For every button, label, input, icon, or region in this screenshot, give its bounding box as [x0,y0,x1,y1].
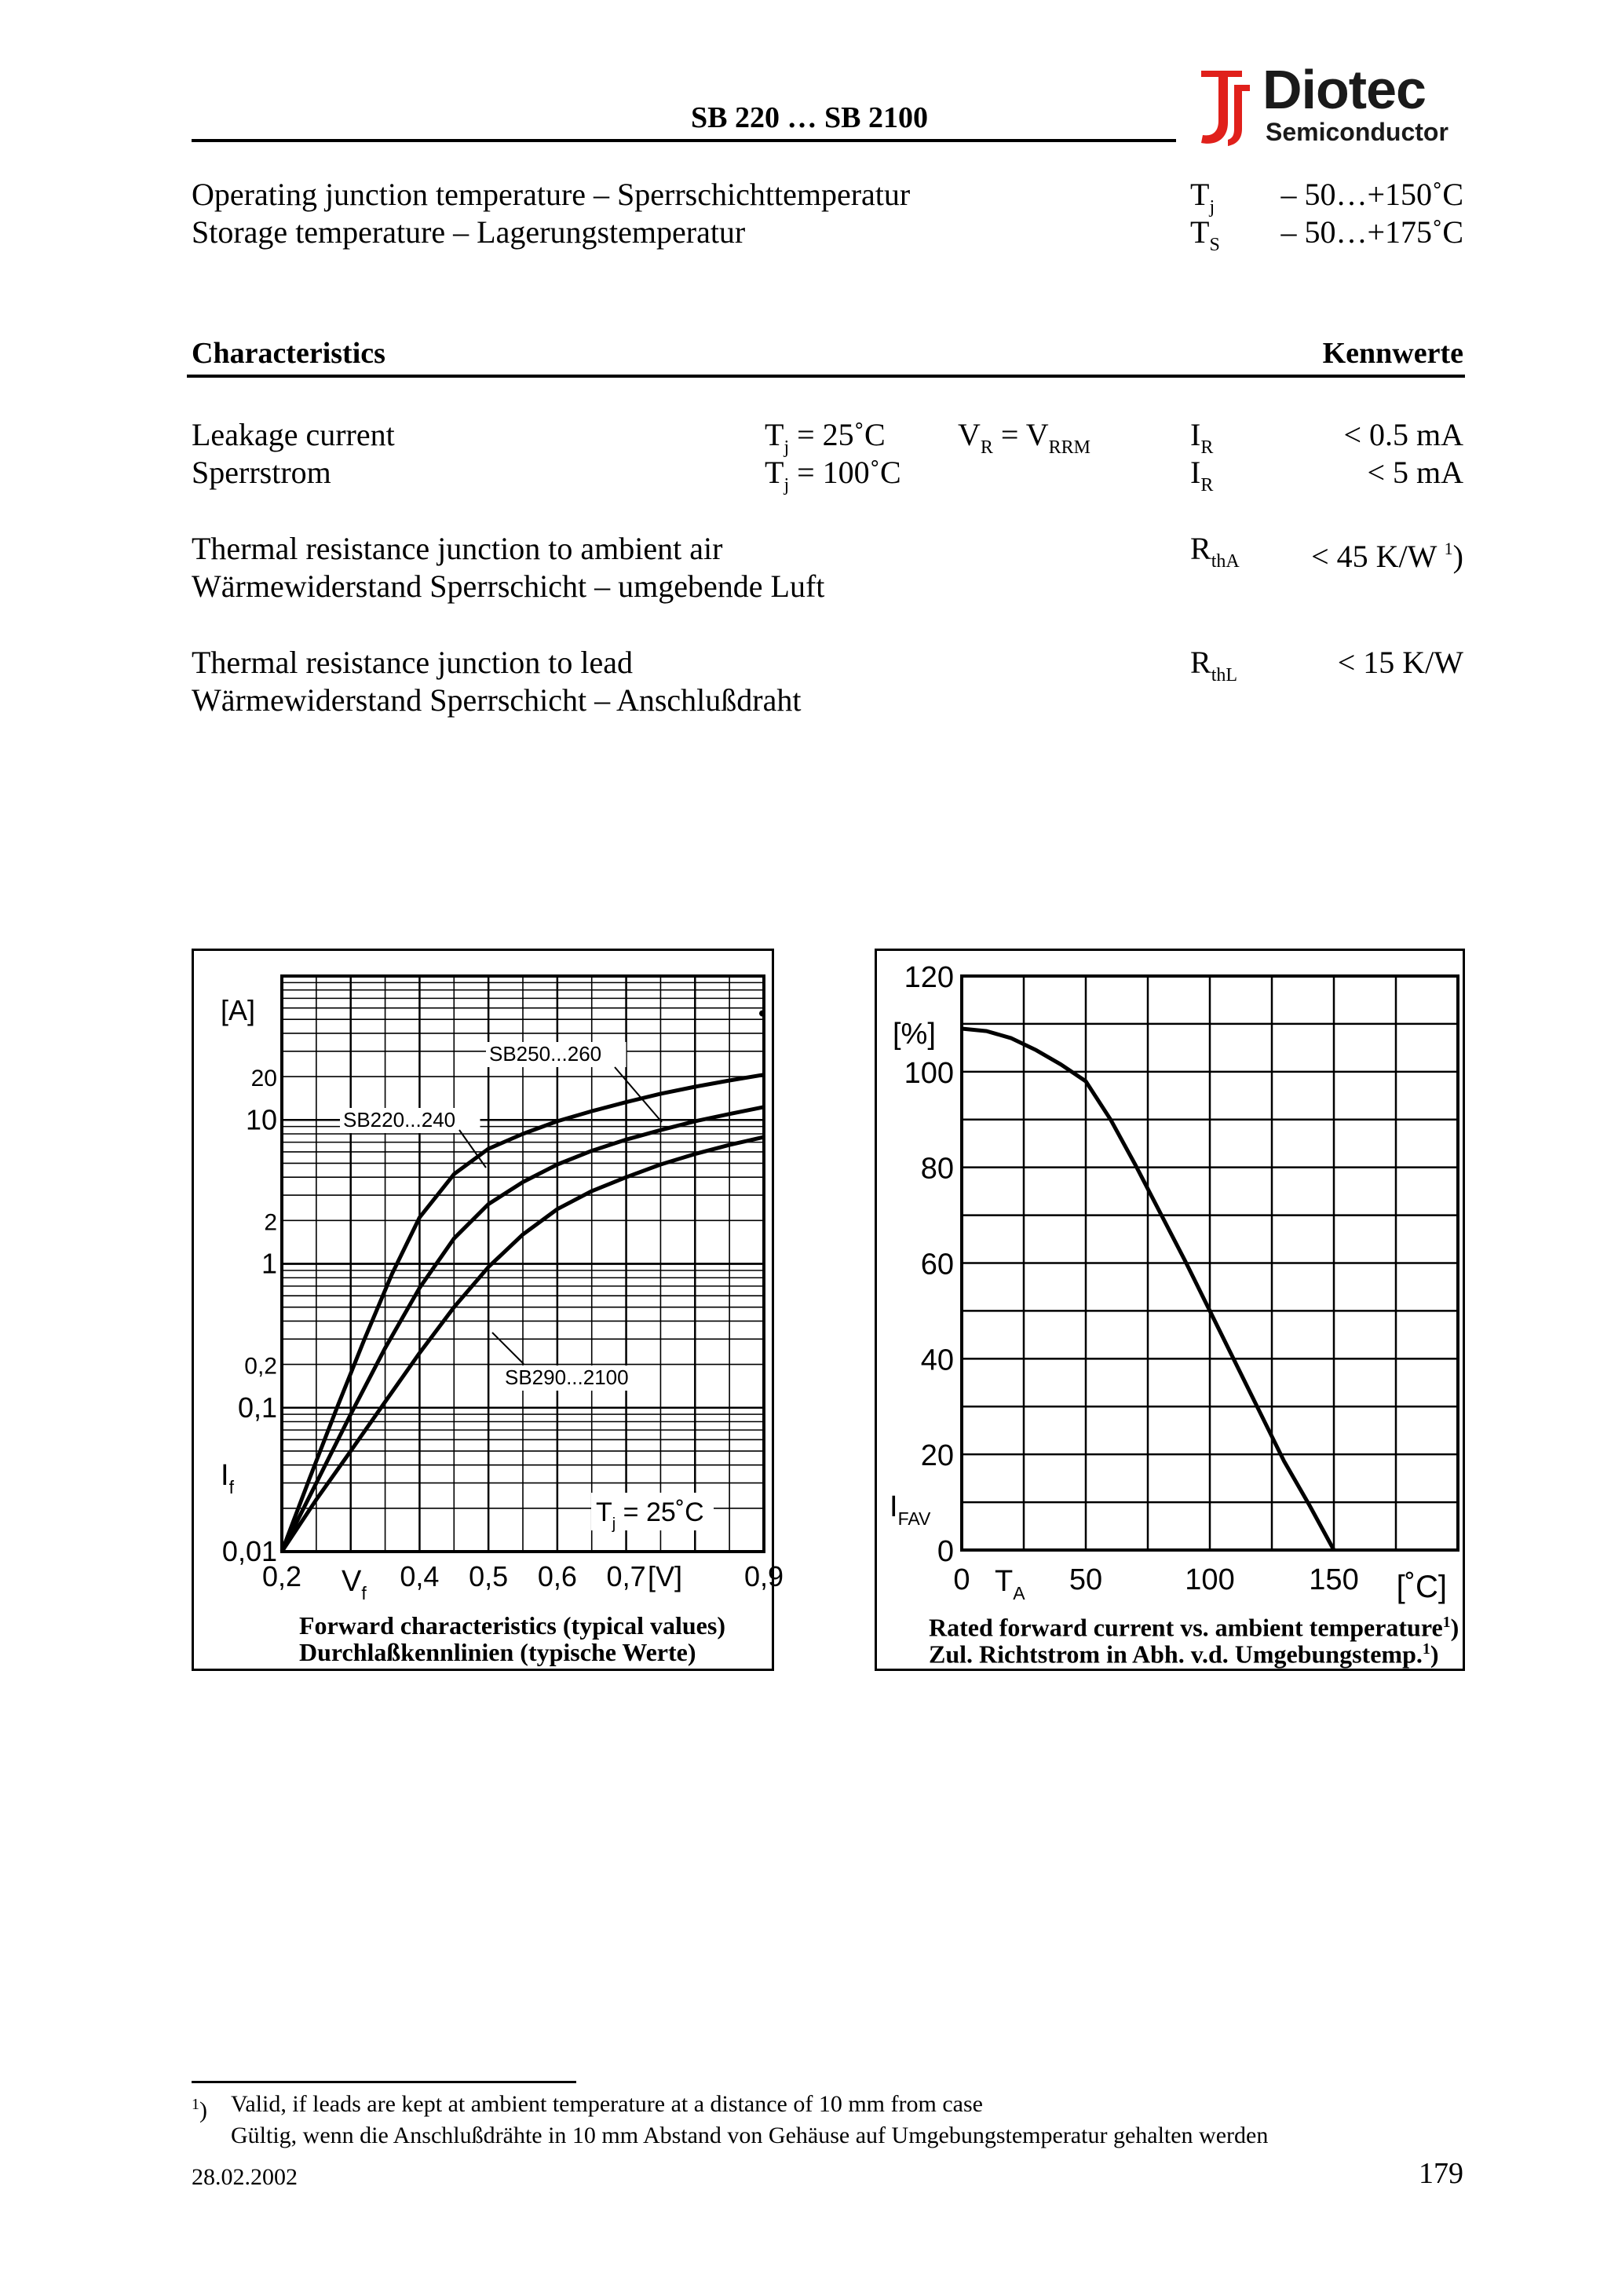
x-tick-label: 0,6 [537,1560,577,1592]
x-tick-label: 0,4 [400,1560,440,1592]
x-tick-label: 150 [1309,1563,1359,1596]
temp-symbol: $T_j$ [1190,177,1215,218]
footnote-line-de: Gültig, wenn die Anschlußdrähte in 10 mm Abstand von Gehäuse auf Umgebungstemperatur gehalten werden [231,2122,1269,2148]
rthl-block [192,644,1463,722]
y-tick-label: 120 [904,961,954,994]
x-tick-label: 0,5 [469,1560,509,1592]
x-unit-label: [˚C] [1396,1570,1447,1604]
forward-caption-de: Durchlaßkennlinien (typische Werte) [299,1638,696,1666]
temp-row-storage [192,214,1463,255]
rtha-symbol: $R_{thA}$ [1190,531,1240,572]
leakage-symbol-1: $I_R$ [1190,417,1214,458]
temp-row-operating [192,176,1463,218]
forward-chart-frame [192,949,784,1671]
rtha-block [192,530,1463,609]
footnote-mark: $^1$) [192,2096,207,2123]
leakage-value-1: < 0.5 mA [1343,417,1463,452]
y-tick-label: 10 [245,1103,277,1136]
diotec-logo [1193,61,1468,149]
derating-caption-de: Zul. Richtstrom in Abh. v.d. Umgebungstemp.$^1$) [929,1640,1439,1669]
series-label-sb220: SB220...240 [343,1108,456,1132]
logo-main: Diotec [1262,59,1426,120]
y-tick-label: 0,1 [237,1391,277,1424]
leakage-symbol-2: $I_R$ [1190,455,1214,495]
diotec-logo-icon [1193,61,1258,149]
rthl-symbol: $R_{thL}$ [1190,645,1238,686]
section-title-en: Characteristics [192,337,385,370]
x-tick-label: 0,7 [606,1560,646,1592]
x-unit-label: [V] [647,1560,683,1592]
y-axis-label: $I_f$ [221,1459,234,1497]
y-unit-label: [A] [221,994,256,1026]
leader-line [492,1333,524,1364]
y-tick-label: 60 [920,1248,954,1281]
derating-chart-frame [875,949,1465,1671]
y-tick-label: 0,2 [244,1353,277,1380]
x-tick-label: 50 [1069,1563,1103,1596]
page-number: 179 [1419,2157,1463,2190]
leakage-label-en: Leakage current [192,417,395,452]
leakage-cond-100: $T_j$ = 100˚C [765,455,901,495]
y-tick-label: 1 [261,1247,277,1280]
y-tick-label: 0,01 [221,1535,277,1567]
x-axis-label: $V_f$ [342,1565,367,1603]
temp-label: Storage temperature – Lagerungstemperatur [192,214,746,250]
x-tick-label: 0,9 [743,1560,784,1592]
temp-value: – 50…+175˚C [1280,214,1463,250]
rtha-value: < 45 K/W $^1$) [1311,539,1463,574]
rthl-label-de: Wärmewiderstand Sperrschicht – Anschlußdraht [192,682,802,718]
rthl-label-en: Thermal resistance junction to lead [192,645,634,680]
derating-caption-en: Rated forward current vs. ambient temperature$^1$) [929,1613,1459,1642]
x-tick-label: 0,2 [261,1560,302,1592]
leakage-cond-25: $T_j$ = 25˚C [765,417,886,458]
temp-label: Operating junction temperature – Sperrschichttemperatur [192,177,911,212]
footnote-line-en: Valid, if leads are kept at ambient temperature at a distance of 10 mm from case [231,2091,983,2117]
x-axis-label: $T_A$ [995,1565,1025,1603]
logo-sub: Semiconductor [1266,118,1448,146]
rtha-label-en: Thermal resistance junction to ambient air [192,531,723,566]
y-tick-label: 100 [904,1056,954,1090]
y-tick-label: 20 [920,1439,954,1473]
leakage-value-2: < 5 mA [1367,455,1463,490]
rthl-value: < 15 K/W [1337,645,1463,680]
series-label-sb250: SB250...260 [489,1042,602,1066]
leakage-label-de: Sperrstrom [192,455,331,490]
y-axis-label: $I_{FAV}$ [890,1490,931,1529]
derating-chart [877,951,1463,1669]
header-rule [192,139,1176,142]
forward-chart [194,951,784,1669]
y-tick-label: 2 [264,1209,277,1236]
forward-caption-en: Forward characteristics (typical values) [299,1611,725,1640]
y-tick-label: 0 [937,1535,954,1568]
corner-dot [759,1011,765,1017]
temp-value: – 50…+150˚C [1280,177,1463,212]
y-tick-label: 40 [920,1344,954,1377]
x-tick-label: 0 [953,1563,970,1596]
x-tick-label: 100 [1185,1563,1235,1596]
rtha-label-de: Wärmewiderstand Sperrschicht – umgebende Luft [192,569,825,604]
temp-symbol: $T_S$ [1190,214,1220,255]
series-label-sb290: SB290...2100 [505,1366,629,1389]
y-tick-label: 20 [250,1066,277,1092]
leakage-vr: $V_R = V_{RRM}$ [958,417,1090,458]
leakage-block [192,416,1463,495]
footnote-rule [192,2081,576,2083]
section-title-de: Kennwerte [1322,337,1463,370]
footer-date: 28.02.2002 [192,2164,298,2190]
y-unit-label: [%] [893,1018,936,1051]
section-rule [187,375,1465,378]
page-title: SB 220 … SB 2100 [691,101,928,134]
tj-annotation: $T_j$ = 25˚C [596,1497,704,1533]
y-tick-label: 80 [920,1152,954,1186]
